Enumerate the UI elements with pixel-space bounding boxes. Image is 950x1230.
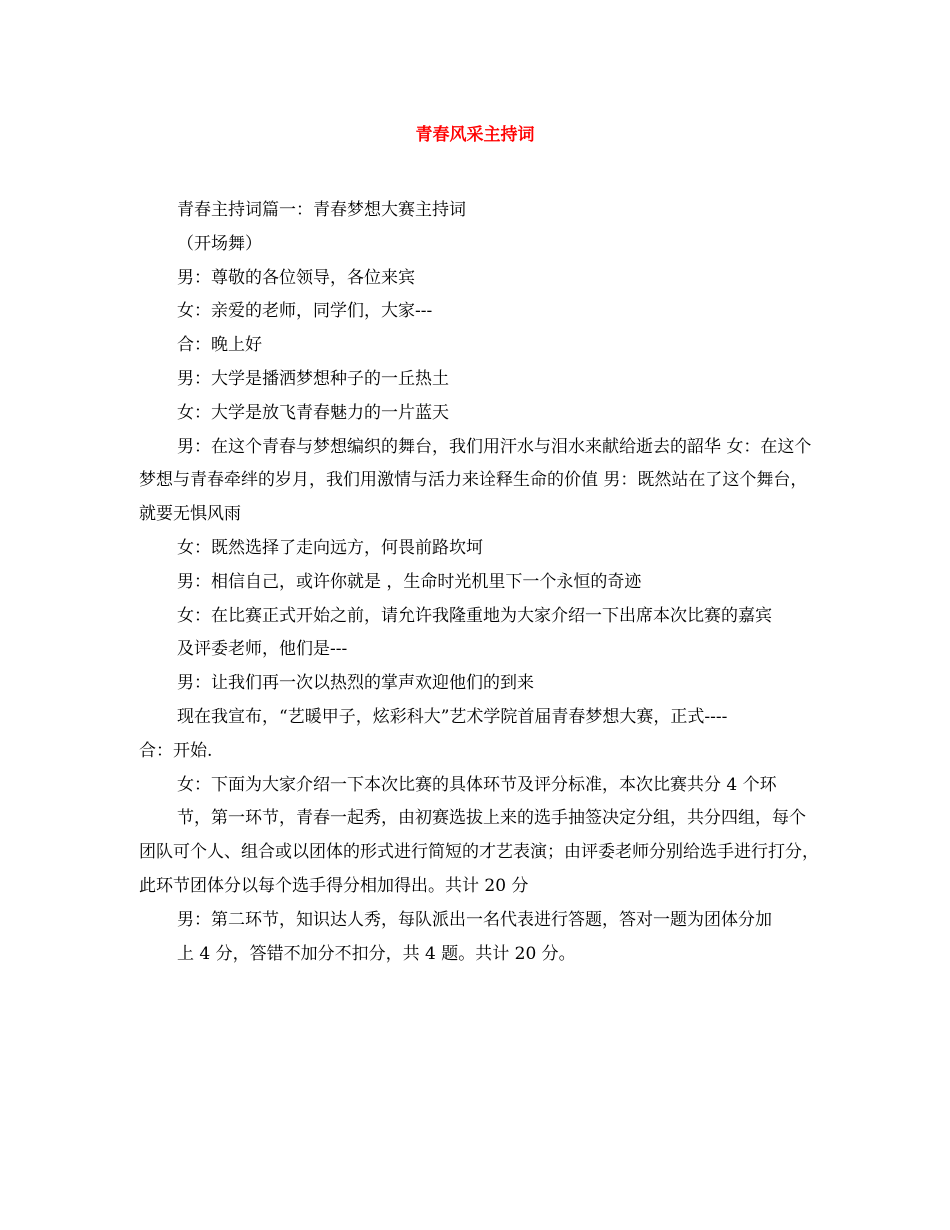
paragraph: 青春主持词篇一：青春梦想大赛主持词	[177, 200, 466, 220]
paragraph: 合：晚上好	[177, 335, 262, 356]
paragraph: 现在我宣布，“艺暖甲子，炫彩科大”艺术学院首届青春梦想大赛，正式----	[177, 706, 728, 727]
paragraph: 女：既然选择了走向远方，何畏前路坎坷	[177, 537, 483, 558]
paragraph: 男：在这个青春与梦想编织的舞台，我们用汗水与泪水来献给逝去的韶华 女：在这个梦想与青春牵绊的岁月，我们用激情与活力来诠释生命的价值 男：既然站在了这个舞台，就要无惧风雨	[139, 436, 812, 525]
document-body	[139, 194, 819, 971]
paragraph: 女：下面为大家介绍一下本次比赛的具体环节及评分标准，本次比赛共分 4 个环	[177, 774, 777, 795]
paragraph: 男：尊敬的各位领导，各位来宾	[177, 267, 415, 288]
paragraph: （开场舞）	[177, 233, 262, 254]
document-title: 青春风采主持词	[415, 125, 535, 145]
paragraph: 及评委老师，他们是---	[177, 639, 348, 660]
paragraph: 男：第二环节，知识达人秀，每队派出一名代表进行答题，答对一题为团体分加	[177, 909, 772, 930]
paragraph: 合：开始.	[139, 740, 213, 761]
paragraph: 男：大学是播洒梦想种子的一丘热土	[177, 368, 449, 389]
paragraph: 女：大学是放飞青春魅力的一片蓝天	[177, 402, 449, 423]
paragraph: 男：让我们再一次以热烈的掌声欢迎他们的到来	[177, 673, 534, 694]
paragraph: 上 4 分，答错不加分不扣分，共 4 题。共计 20 分。	[177, 943, 576, 964]
paragraph: 女：在比赛正式开始之前，请允许我隆重地为大家介绍一下出席本次比赛的嘉宾	[177, 605, 772, 626]
paragraph: 女：亲爱的老师，同学们，大家---	[177, 301, 433, 322]
paragraph: 节，第一环节，青春一起秀，由初赛选拔上来的选手抽签决定分组，共分四组，每个团队可个人、组合或以团体的形式进行简短的才艺表演；由评委老师分别给选手进行打分，此环节团体分以每个选手得分相加得出。共计 20 分	[139, 808, 819, 896]
paragraph: 男：相信自己，或许你就是 ，生命时光机里下一个永恒的奇迹	[177, 571, 642, 592]
